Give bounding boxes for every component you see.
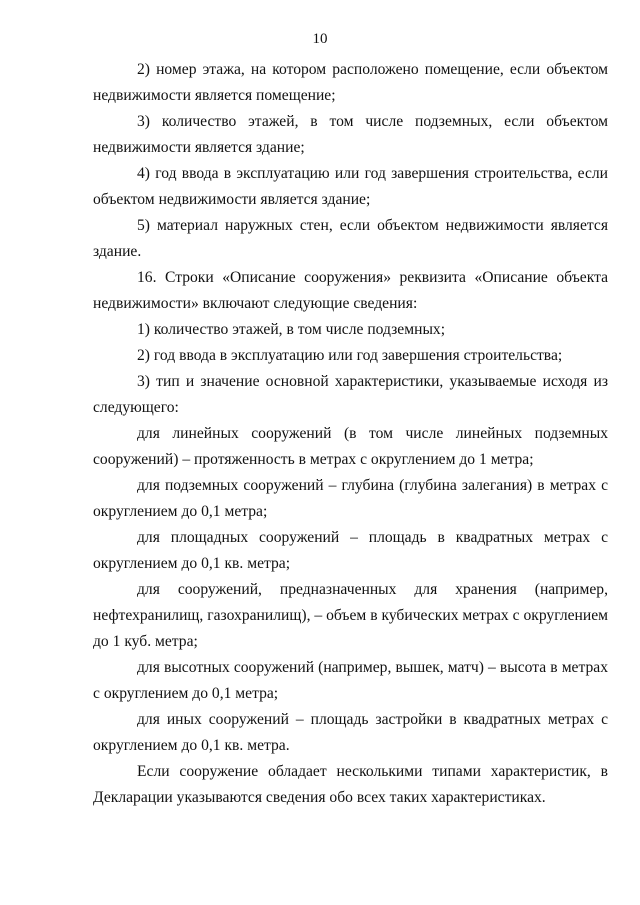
paragraph-storage-structures: для сооружений, предназначенных для хранения (например, нефтехранилищ, газохранилищ), – объем в кубических метрах с округлением до 1 куб. метра; (93, 581, 608, 650)
page-number: 10 (312, 31, 328, 47)
paragraph-linear-structures: для линейных сооружений (в том числе линейных подземных сооружений) – протяженность в метрах с округлением до 1 метра; (93, 425, 608, 468)
paragraph-high-rise-structures: для высотных сооружений (например, вышек, матч) – высота в метрах с округлением до 0,1 метра; (93, 659, 608, 702)
paragraph-item-1-floors: 1) количество этажей, в том числе подземных; (137, 321, 446, 338)
document-body (93, 57, 608, 811)
paragraph-underground-structures: для подземных сооружений – глубина (глубина залегания) в метрах с округлением до 0,1 метра; (93, 477, 608, 520)
paragraph-item-4-year-commissioning: 4) год ввода в эксплуатацию или год завершения строительства, если объектом недвижимости является здание; (93, 165, 608, 208)
paragraph-multiple-characteristics: Если сооружение обладает несколькими типами характеристик, в Декларации указываются сведения обо всех таких характеристиках. (93, 763, 608, 806)
paragraph-item-3-floors-count: 3) количество этажей, в том числе подземных, если объектом недвижимости является здание; (93, 113, 608, 156)
paragraph-item-2-floor-number: 2) номер этажа, на котором расположено помещение, если объектом недвижимости является помещение; (93, 61, 608, 104)
paragraph-item-5-wall-material: 5) материал наружных стен, если объектом недвижимости является здание. (93, 217, 608, 260)
paragraph-item-3-characteristic: 3) тип и значение основной характеристики, указываемые исходя из следующего: (93, 373, 608, 416)
paragraph-other-structures: для иных сооружений – площадь застройки в квадратных метрах с округлением до 0,1 кв. метра. (93, 711, 608, 754)
paragraph-section-16: 16. Строки «Описание сооружения» реквизита «Описание объекта недвижимости» включают следующие сведения: (93, 269, 608, 312)
paragraph-area-structures: для площадных сооружений – площадь в квадратных метрах с округлением до 0,1 кв. метра; (93, 529, 608, 572)
paragraph-item-2-year: 2) год ввода в эксплуатацию или год завершения строительства; (137, 347, 563, 364)
